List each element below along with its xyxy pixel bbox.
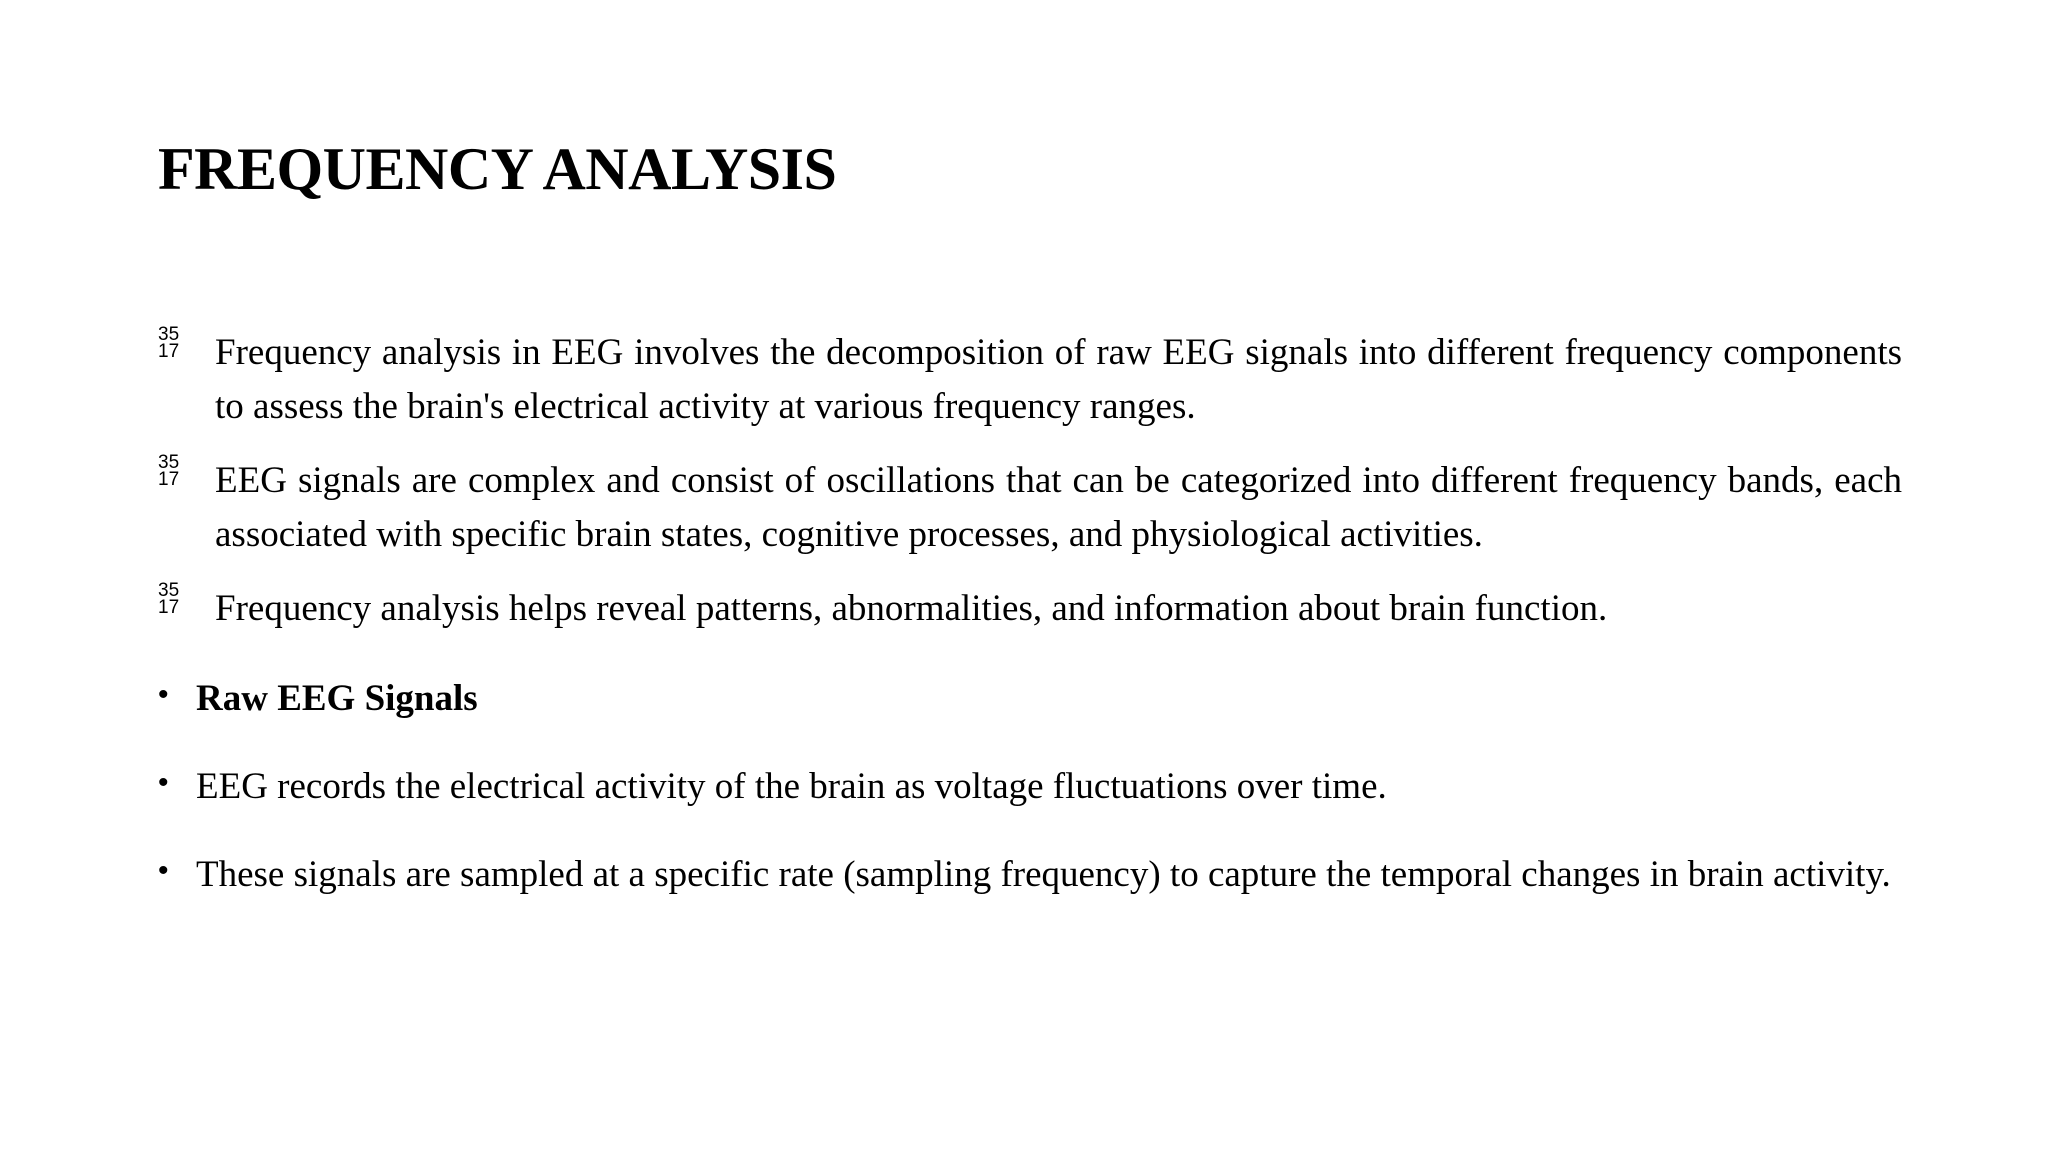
- list-marker: [158, 454, 188, 488]
- marker-top: 35: [158, 452, 180, 473]
- list-item: [158, 326, 1902, 434]
- numbered-list: [158, 326, 1902, 656]
- list-item: [158, 582, 1902, 636]
- slide-title: FREQUENCY ANALYSIS: [158, 136, 837, 202]
- list-item: [158, 672, 1902, 726]
- marker-bottom: 17: [158, 469, 180, 490]
- bullet-list: [158, 672, 1902, 936]
- list-item-text: EEG signals are complex and consist of oscillations that can be categorized into different frequency bands, each associated with specific brain states, cognitive processes, and physiological activities.: [215, 460, 1902, 555]
- marker-bottom: 17: [158, 597, 180, 618]
- bullet-marker: •: [158, 766, 169, 799]
- list-item-text: These signals are sampled at a specific rate (sampling frequency) to capture the temporal changes in brain activity.: [196, 854, 1891, 895]
- bullet-marker: •: [158, 678, 169, 711]
- list-item: [158, 454, 1902, 562]
- marker-top: 35: [158, 580, 180, 601]
- bullet-marker: •: [158, 854, 169, 887]
- list-item-text: Frequency analysis in EEG involves the decomposition of raw EEG signals into different frequency components to assess the brain's electrical activity at various frequency ranges.: [215, 332, 1902, 427]
- list-item-text: Raw EEG Signals: [196, 678, 478, 719]
- marker-top: 35: [158, 324, 180, 345]
- marker-bottom: 17: [158, 341, 180, 362]
- list-item: [158, 760, 1902, 814]
- list-item: [158, 848, 1902, 902]
- list-item-text: Frequency analysis helps reveal patterns, abnormalities, and information about brain function.: [215, 588, 1608, 629]
- list-marker: [158, 582, 188, 616]
- list-item-text: EEG records the electrical activity of the brain as voltage fluctuations over time.: [196, 766, 1387, 807]
- list-marker: [158, 326, 188, 360]
